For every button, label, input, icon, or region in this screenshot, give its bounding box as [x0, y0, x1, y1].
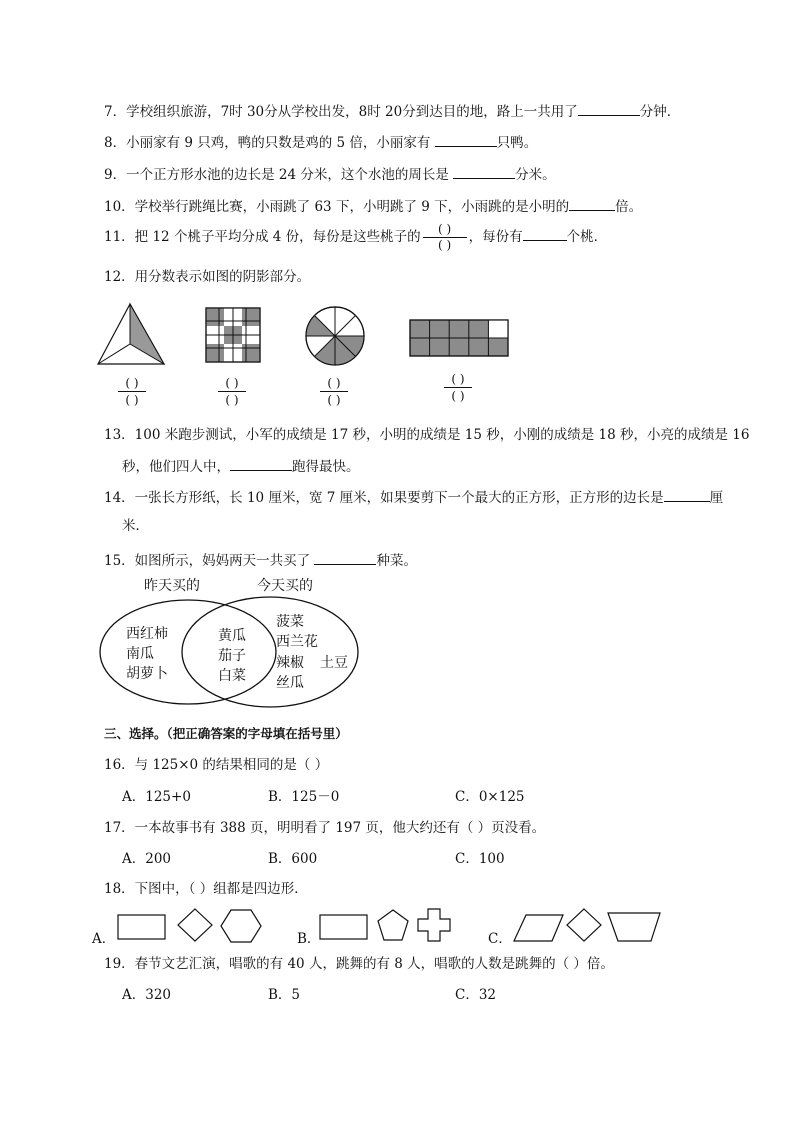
question-18: 18．下图中，（ ）组都是四边形． — [104, 881, 308, 897]
answer-blank[interactable] — [569, 196, 615, 211]
question-8-text: 8．小丽家有 9 只鸡，鸭的只数是鸡的 5 倍，小丽家有 — [104, 135, 435, 151]
option-c-shapes — [514, 909, 660, 941]
rectangle-figure — [410, 320, 508, 356]
grid-figure — [206, 308, 260, 362]
option-b[interactable]: B． — [297, 931, 321, 947]
answer-blank[interactable] — [664, 487, 710, 502]
question-19: 19．春节文艺汇演，唱歌的有 40 人，跳舞的有 8 人，唱歌的人数是跳舞的（ ）倍。 — [104, 956, 614, 972]
shape-options — [110, 905, 670, 947]
option-a-shapes — [118, 909, 261, 942]
rectangle-shape — [320, 915, 367, 939]
answer-blank[interactable] — [523, 226, 567, 241]
trapezoid-shape — [608, 913, 660, 941]
question-14-unit: 厘 — [709, 490, 724, 506]
parallelogram-shape — [514, 915, 563, 941]
fraction-numerator: ( ) — [225, 376, 239, 390]
venn-item: 辣椒 — [276, 655, 304, 671]
question-9 — [104, 164, 556, 184]
section-title: 三、选择。（把正确答案的字母填在括号里） — [104, 726, 348, 741]
answer-blank[interactable] — [578, 101, 640, 116]
question-11-unit: 个桃． — [566, 229, 608, 245]
cross-shape — [418, 909, 450, 941]
venn-right-ellipse — [182, 597, 358, 707]
venn-right-title: 今天买的 — [257, 578, 313, 594]
question-13: 13．100 米跑步测试，小军的成绩是 17 秒，小明的成绩是 15 秒，小刚的成绩是 18 秒，小亮的成绩是 16 — [104, 427, 750, 443]
question-12: 12．用分数表示如图的阴影部分。 — [104, 269, 311, 285]
fraction-denominator: ( ) — [438, 238, 452, 252]
question-14 — [104, 487, 723, 507]
venn-item: 胡萝卜 — [126, 666, 168, 682]
option-a[interactable]: A．320 — [122, 987, 172, 1003]
circle-figure — [306, 307, 364, 365]
fraction-answer[interactable] — [316, 376, 352, 407]
pentagon-shape — [378, 910, 408, 940]
option-a[interactable]: A．125+0 — [122, 789, 191, 805]
question-11 — [104, 222, 607, 252]
question-15-unit: 种菜。 — [376, 553, 417, 569]
option-b[interactable]: B．125－0 — [268, 789, 340, 805]
fraction-denominator: ( ) — [327, 393, 341, 407]
question-10 — [104, 196, 642, 216]
fraction-answer[interactable] — [214, 376, 250, 407]
venn-item: 南瓜 — [126, 646, 154, 662]
venn-item: 西红柿 — [126, 626, 168, 642]
triangle-figure — [98, 304, 164, 364]
question-13-text: 秒，他们四人中， — [122, 459, 230, 475]
answer-blank[interactable] — [453, 164, 515, 179]
fraction-numerator: ( ) — [327, 376, 341, 390]
option-a[interactable]: A．200 — [122, 851, 172, 867]
hexagon-shape — [221, 910, 261, 942]
venn-item: 黄瓜 — [218, 628, 246, 644]
question-9-text: 9．一个正方形水池的边长是 24 分米，这个水池的周长是 — [104, 167, 454, 183]
question-17: 17．一本故事书有 388 页，明明看了 197 页，他大约还有（ ）页没看。 — [104, 820, 546, 836]
rectangle-shape — [118, 915, 165, 939]
fraction-denominator: ( ) — [225, 393, 239, 407]
question-7-unit: 分钟． — [639, 104, 681, 120]
option-b[interactable]: B．600 — [268, 851, 318, 867]
fraction-denominator: ( ) — [451, 389, 465, 403]
fraction-numerator: ( ) — [438, 222, 452, 236]
question-7 — [104, 101, 680, 121]
venn-item: 茄子 — [218, 648, 246, 664]
question-16: 16．与 125×0 的结果相同的是（ ） — [104, 757, 329, 773]
fraction-denominator: ( ) — [125, 393, 139, 407]
venn-left-title: 昨天买的 — [144, 578, 200, 594]
venn-item: 丝瓜 — [276, 675, 304, 691]
fraction-answer[interactable] — [423, 223, 467, 252]
answer-blank[interactable] — [230, 456, 292, 471]
option-b[interactable]: B．5 — [268, 987, 301, 1003]
option-c[interactable]: C．0×125 — [455, 789, 525, 805]
question-15-text: 15．如图所示，妈妈两天一共买了 — [104, 553, 315, 569]
question-8-unit: 只鸭。 — [496, 135, 538, 151]
answer-blank[interactable] — [435, 132, 497, 147]
option-c[interactable]: C．32 — [455, 987, 497, 1003]
option-a[interactable]: A． — [92, 931, 116, 947]
question-13-unit: 跑得最快。 — [292, 459, 360, 475]
venn-item: 菠菜 — [276, 614, 304, 630]
question-7-text: 7．学校组织旅游，7时 30分从学校出发，8时 20分到达目的地，路上一共用了 — [104, 104, 578, 120]
question-14-cont: 米． — [122, 518, 149, 534]
fraction-numerator: ( ) — [451, 372, 465, 386]
question-13-cont — [122, 456, 360, 476]
answer-blank[interactable] — [314, 550, 376, 565]
question-14-text: 14．一张长方形纸，长 10 厘米，宽 7 厘米，如果要剪下一个最大的正方形，正方形的边长是 — [104, 490, 664, 506]
fraction-figures — [92, 300, 522, 372]
option-b-shapes — [320, 909, 450, 941]
fraction-numerator: ( ) — [125, 376, 139, 390]
rhombus-shape — [567, 909, 601, 941]
fraction-answer[interactable] — [440, 372, 476, 403]
question-8 — [104, 132, 537, 152]
question-15 — [104, 550, 417, 570]
fraction-answer[interactable] — [114, 376, 150, 407]
question-11-text: 11．把 12 个桃子平均分成 4 份，每份是这些桃子的 — [104, 229, 421, 245]
option-c[interactable]: C． — [488, 931, 512, 947]
question-10-unit: 倍。 — [615, 199, 643, 215]
venn-item: 西兰花 — [276, 634, 318, 650]
question-10-text: 10．学校举行跳绳比赛，小雨跳了 63 下，小明跳了 9 下，小雨跳的是小明的 — [104, 199, 570, 215]
venn-item: 白菜 — [218, 668, 246, 684]
question-9-unit: 分米。 — [515, 167, 556, 183]
question-11-mid: ，每份有 — [468, 229, 523, 245]
venn-item: 土豆 — [320, 655, 348, 671]
rhombus-shape — [178, 909, 212, 941]
option-c[interactable]: C．100 — [455, 851, 505, 867]
